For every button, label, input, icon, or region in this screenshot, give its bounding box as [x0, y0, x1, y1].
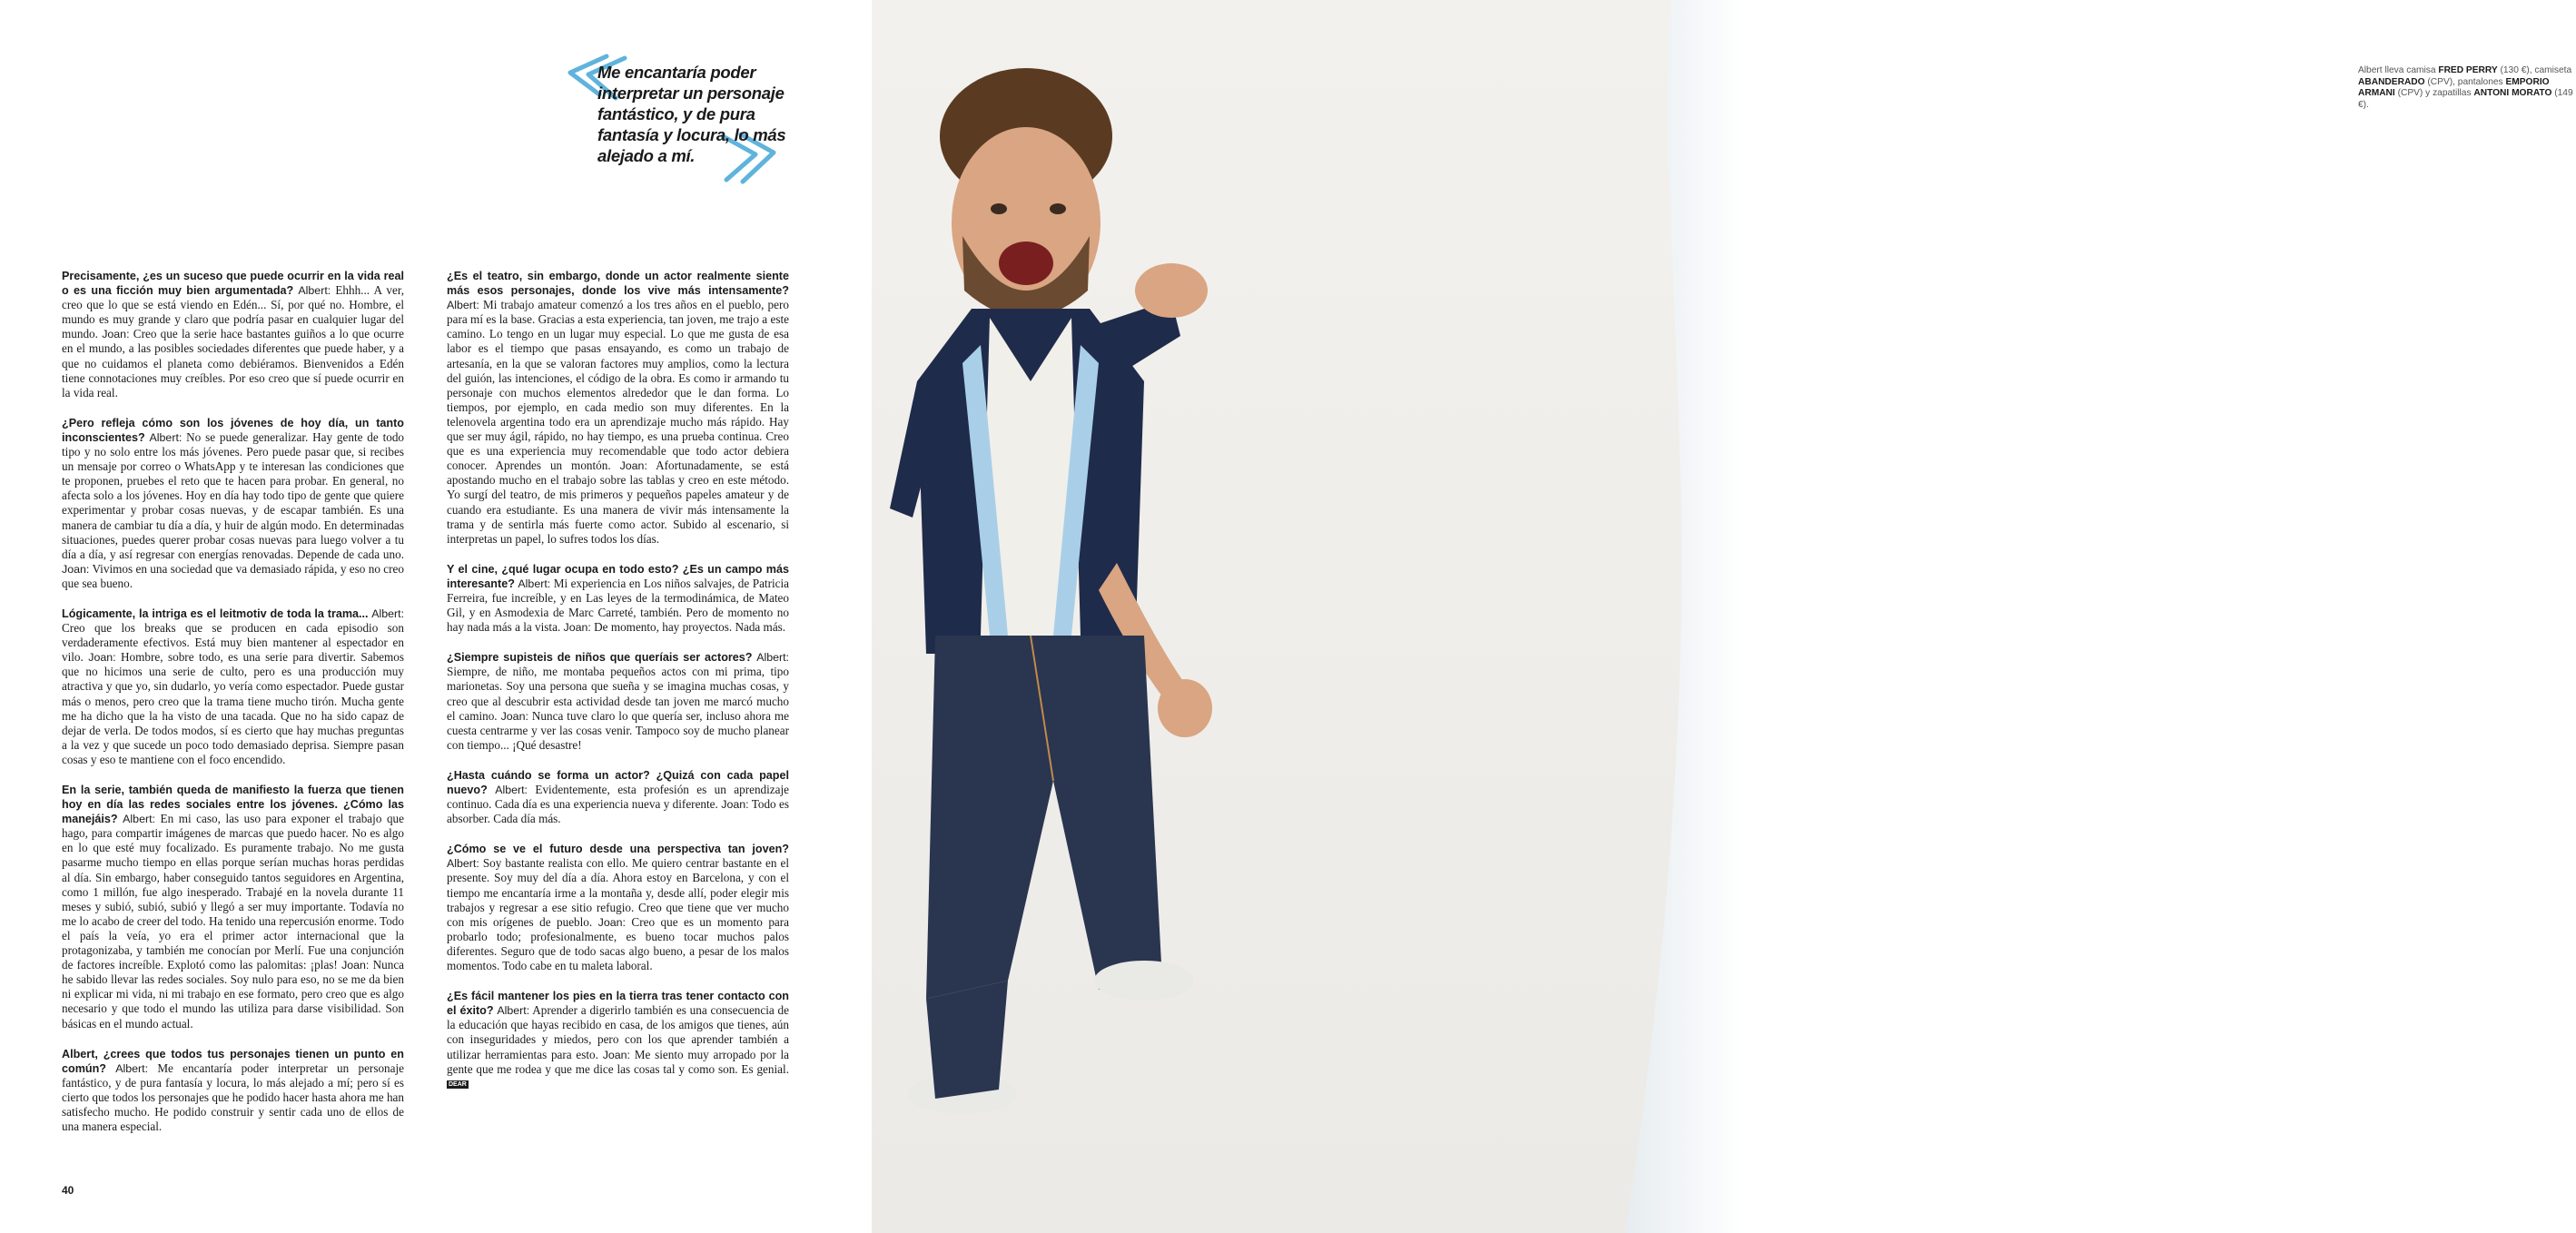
answer-text: Creo que la serie hace bastantes guiños a lo que ocurre en el mundo, a las posibles sociedades diferentes que puede haber, y a que no cuidamos el planeta como debiéramos. Bienvenidos a Edén tiene connotaciones muy creíbles. Por eso creo que sí puede ocurrir en la vida real. [62, 327, 404, 399]
speaker-label: Albert: [298, 284, 331, 298]
speaker-label: Albert: [123, 813, 155, 826]
credit-tail: (CPV), pantalones [2424, 76, 2506, 87]
answer-text: En mi caso, las uso para exponer el trabajo que hago, para compartir imágenes de marcas que puedo hacer. No es algo en lo que esté muy focalizado. Es puramente trabajo. No me gusta pasarme mucho tiempo en ellas porque serían muchas horas perdidas al día. Sin embargo, haber conseguido tantos seguidores en Argentina, como 1 millón, fue algo inesperado. Trabajé en la novela durante 11 meses y subió, subió, subió y llegó a ser muy importante. Todavía no me lo acabo de creer del todo. Ha tenido una repercusión enorme. Todo el país la veía, yo era el primer actor internacional que la protagonizaba, y también me conocían por Merlí. Fue una conjunción de factores increíble. Explotó como las palomitas: ¡plas! [62, 812, 405, 972]
speaker-label: Albert: [371, 607, 405, 620]
answer-text: No se puede generalizar. Hay gente de todo tipo y no solo entre los más jóvenes. Pero puede pasar que, si recibes un mensaje por correo o WhatsApp y te interesan las condiciones que te proponen, pruebes el reto que te hacen para probar. En general, no afecta solo a los jóvenes. Hoy en día hay todo tipo de gente que quiere experimentar y probar cosas nuevas, y de escapar también. Es una manera de cambiar tu día a día, y huir de algún modo. En determinadas situaciones, puedes querer probar cosas nuevas para luego volver a tu día a día, y así regresar con energías renovadas. Depende de cada uno. [62, 429, 405, 561]
answer-text: Me encantaría poder interpretar un personaje fantástico, y de pura fantasía y locura, lo más alejado a mí; pero sí es cierto que todos los personajes que he podido hacer hasta ahora me han satisfecho mucho. He podido construir y sentir cada uno de ellos de una manera especial. [62, 1060, 405, 1134]
right-page-photo [872, 0, 2573, 1233]
speaker-label: Joan: [721, 798, 749, 812]
credit-brand: ANTONI MORATO [2473, 88, 2552, 99]
question: En la serie, también queda de manifiesto la fuerza que tienen hoy en día las redes sociales entre los jóvenes. ¿Cómo las manejáis? [62, 784, 404, 826]
credit-brand: FRED PERRY [2438, 65, 2498, 75]
answer-text: Nunca he sabido llevar las redes sociales. Soy nulo para eso, no se me da bien ni explicar mi vida, ni mi trabajo en ese formato, pero creo que es algo necesario y que todo el mundo las utiliza para darse visibilidad. Son básicas en el mundo actual. [62, 958, 405, 1031]
speaker-label: Albert: [495, 784, 528, 796]
speaker-label: Albert: [497, 1004, 530, 1018]
answer-text: Vivimos en una sociedad que va demasiado rápida, y eso no creo que sea bueno. [62, 561, 404, 590]
interview-qa [447, 989, 789, 1091]
photo-credit [2358, 65, 2576, 111]
speaker-label: Joan: [597, 915, 626, 929]
speaker-label: Albert: [518, 577, 551, 590]
interview-qa [62, 607, 404, 767]
question: Precisamente, ¿es un suceso que puede ocurrir en la vida real o es una ficción muy bien argumentada? [62, 270, 404, 298]
answer-text: Mi experiencia en Los niños salvajes, de Patricia Ferreira, fue increíble, y en Las leyes de la termodinámica, de Mateo Gil, y en Asmodexia de Marc Carreté, también. Pero de momento no hay nada más a la vista. [447, 576, 790, 635]
question: Y el cine, ¿qué lugar ocupa en todo esto? ¿Es un campo más interesante? [447, 562, 789, 590]
question: ¿Cómo se ve el futuro desde una perspectiva tan joven? [447, 843, 789, 856]
answer-text: Hombre, sobre todo, es una serie para divertir. Sabemos que no hicimos una serie de culto, pero es una producción muy atractiva y que yo, sin dudarlo, yo vería como espectador. Puede gustar más o menos, pero creo que la trama tiene mucho tirón. Mucha gente me ha dicho que la ha visto de una tacada. Que no ha sido capaz de dejar de verla. De todos modos, sí es cierto que hay muchas preguntas a la vez y que sucede un poco todo demasiado deprisa. Siempre pasan cosas y eso te mantiene con el foco encendido. [62, 650, 405, 766]
interview-qa [447, 842, 789, 973]
answer-text: Aprender a digerirlo también es una consecuencia de la educación que hayas recibido en casa, de los amigos que tienes, aún con inseguridades y miedos, pero con los que aprender también a utilizar herramientas para esto. [447, 1003, 789, 1061]
question: ¿Pero refleja cómo son los jóvenes de hoy día, un tanto inconscientes? [62, 416, 404, 444]
speaker-label: Albert: [756, 651, 789, 665]
interview-qa [62, 783, 404, 1031]
speaker-label: Joan: [102, 328, 130, 341]
credit-brand: ABANDERADO [2358, 76, 2425, 87]
speaker-label: Albert: [447, 299, 479, 312]
question: ¿Es el teatro, sin embargo, donde un actor realmente siente más esos personajes, donde los vive más intensamente? [447, 270, 789, 298]
answer-text: Mi trabajo amateur comenzó a los tres años en el pueblo, pero para mí es la base. Gracias a esta experiencia, tan joven, me trajo a este camino. Lo tengo en un lugar muy especial. Lo que me gusta de esa labor es el tiempo que pasas ensayando, es como un trabajo de artesanía, en la que se valoran factores muy amplios, como la lectura del guión, las intenciones, el código de la obra. Es como ir armando tu personaje con muchos elementos alrededor que le dan forma. Lo tiempos, por ejemplo, en cada medio son muy diferentes. En la telenovela argentina todo era un aprendizaje mucho más rápido. Hay que ser muy ágil, rápido, no hay tiempo, es una prueba continua. Creo que es una experiencia muy recomendable que todo actor debiera conocer. Aprendes un montón. [447, 298, 789, 473]
page-number: 40 [62, 1184, 74, 1197]
interview-column-1 [62, 269, 404, 1149]
speaker-label: Joan: [341, 959, 370, 972]
speaker-label: Joan: [563, 621, 591, 635]
interview-qa [62, 269, 404, 400]
left-page [0, 0, 872, 1233]
question: ¿Hasta cuándo se forma un actor? ¿Quizá con cada papel nuevo? [447, 768, 789, 796]
speaker-label: Joan: [602, 1048, 630, 1061]
speaker-label: Joan: [500, 709, 528, 723]
question: Albert, ¿crees que todos tus personajes tienen un punto en común? [62, 1047, 404, 1075]
credit-tail: (130 €), camiseta [2497, 65, 2572, 75]
answer-text: Creo que los breaks que se producen en cada episodio son verdaderamente efectivos. Está muy bien mantener al espectador en vilo. [62, 621, 404, 665]
credit-intro: Albert lleva camisa [2358, 65, 2436, 75]
answer-text: Afortunadamente, se está apostando mucho en el trabajo sobre las tablas y creo en este método. Yo surgí del teatro, de mis primeros y pequeños papeles amateur y de cuando era estudiante. Es una manera de vivir más intensamente la trama y de sentirla más fuerte como actor. Subido al escenario, si interpretas un papel, lo sufres todos los días. [447, 459, 789, 546]
question: Lógicamente, la intriga es el leitmotiv de toda la trama... [62, 607, 369, 620]
speaker-label: Albert: [115, 1061, 149, 1075]
interview-qa [447, 269, 789, 547]
interview-qa [447, 562, 789, 635]
speaker-label: Albert: [149, 430, 183, 444]
interview-qa [447, 650, 789, 753]
answer-text: Soy bastante realista con ello. Me quiero centrar bastante en el presente. Soy muy del día a día. Ahora estoy en Barcelona, y con el tiempo me encantaría irme a la montaña y, desde allí, poder elegir mis trabajos y regresar a ese sitio refugio. Creo que tiene que ver mucho con mis orígenes de pueblo. [447, 856, 789, 929]
credit-tail: (149 €). [2358, 88, 2573, 110]
question: ¿Siempre supisteis de niños que queríais ser actores? [447, 651, 753, 665]
answer-text: Evidentemente, esta profesión es un aprendizaje continuo. Cada día es una experiencia nueva y diferente. [447, 783, 790, 812]
answer-text: Siempre, de niño, me montaba pequeños actos con mi prima, tipo marionetas. Soy una persona que sueña y se imagina muchas cosas, y creo que al descubrir esta actividad desde tan joven me marcó mucho el camino. [447, 665, 789, 723]
interview-column-2 [447, 269, 789, 1107]
answer-text: De momento, hay proyectos. Nada más. [594, 620, 786, 635]
question: ¿Es fácil mantener los pies en la tierra tras tener contacto con el éxito? [447, 990, 789, 1018]
speaker-label: Joan: [88, 651, 116, 665]
interview-qa [62, 416, 404, 591]
end-mark-logo: DEAR [449, 1081, 467, 1089]
answer-text: Nunca tuve claro lo que quería ser, incluso ahora me cuesta centrarme y ver las cosas venir. Tampoco soy de mucho planear con tiempo... ¡Qué desastre! [447, 708, 790, 752]
speaker-label: Joan: [619, 459, 647, 473]
answer-text: Creo que es un momento para probarlo todo; profesionalmente, es bueno tocar muchos palos diferentes. Seguro que de todo sacas algo bueno, a pesar de los malos momentos. Todo cabe en tu maleta laboral. [447, 914, 790, 973]
answer-text: Ehhh... A ver, creo que lo que se está viendo en Edén... Sí, por qué no. Hombre, el mundo es muy grande y claro que podría pasar en cualquier lugar del mundo. [62, 283, 405, 341]
answer-text: Todo es absorber. Cada día más. [447, 797, 790, 826]
credit-tail: (CPV) y zapatillas [2394, 88, 2474, 99]
speaker-label: Joan: [62, 562, 90, 576]
portrait-photo [872, 0, 1743, 1233]
answer-text: Me siento muy arropado por la gente que me rodea y que me dice las cosas tal y como son. Es genial. [447, 1047, 789, 1076]
interview-qa [447, 768, 789, 826]
pull-quote: Me encantaría poder interpretar un personaje fantástico, y de pura fantasía y locura, lo más alejado a mí. [597, 63, 786, 165]
speaker-label: Albert: [447, 857, 479, 871]
interview-qa [62, 1047, 404, 1135]
credit-brand: EMPORIO ARMANI [2358, 76, 2550, 99]
